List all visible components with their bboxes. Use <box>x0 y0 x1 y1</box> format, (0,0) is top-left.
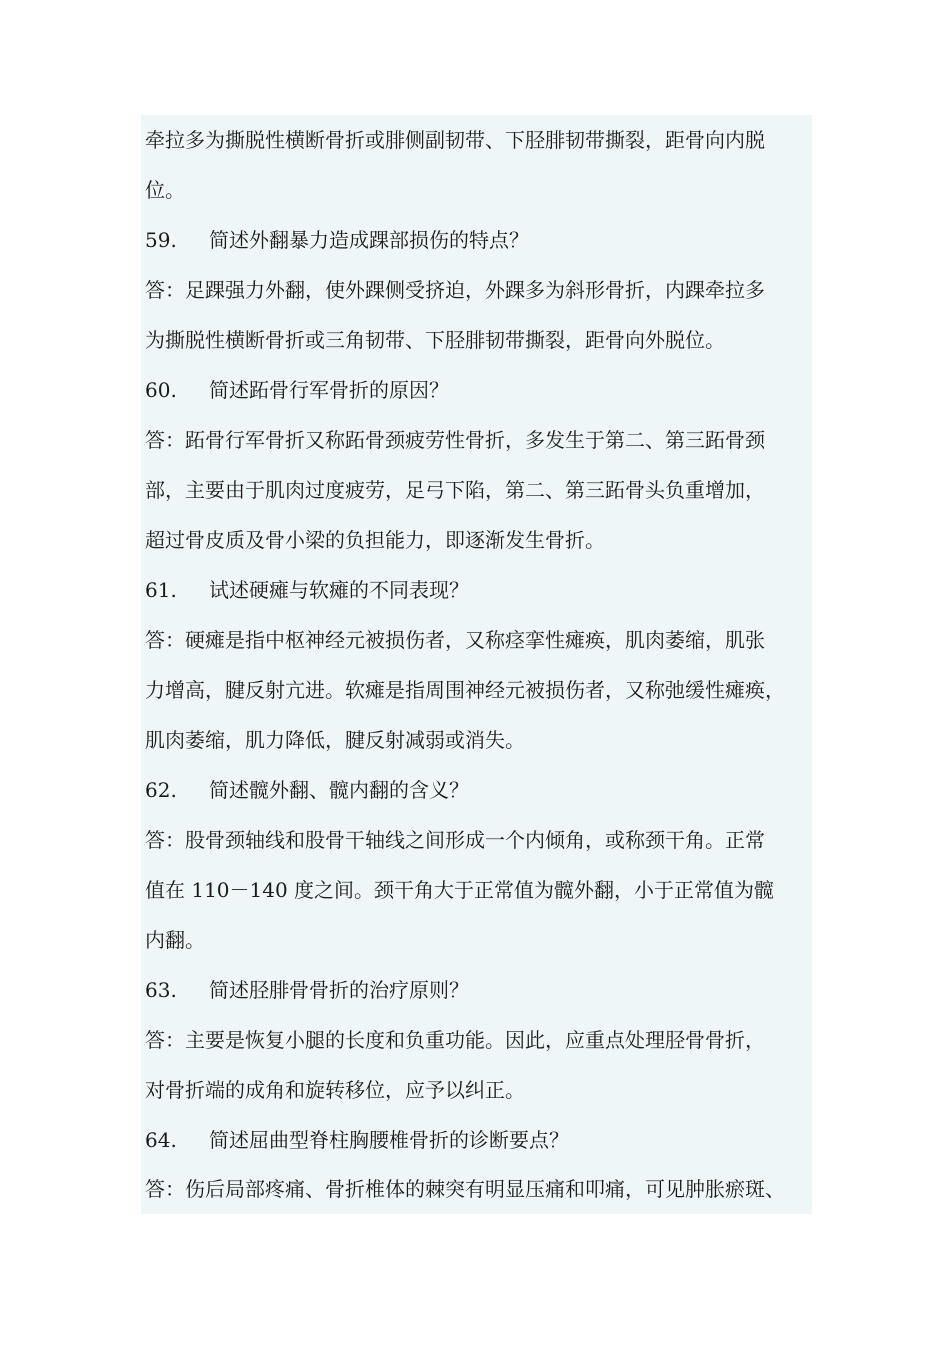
answer-line: 肌肉萎缩，肌力降低，腱反射减弱或消失。 <box>145 728 525 752</box>
answer-line: 答：跖骨行军骨折又称跖骨颈疲劳性骨折，多发生于第二、第三跖骨颈 <box>145 428 765 452</box>
document-text-block <box>141 115 812 1214</box>
answer-line: 内翻。 <box>145 928 205 952</box>
question-number: 62. <box>145 778 177 802</box>
question-number: 59. <box>145 228 177 252</box>
answer-line: 为撕脱性横断骨折或三角韧带、下胫腓韧带撕裂，距骨向外脱位。 <box>145 328 725 352</box>
question-heading <box>145 765 469 815</box>
answer-line: 部，主要由于肌肉过度疲劳，足弓下陷，第二、第三跖骨头负重增加， <box>145 478 765 502</box>
answer-line: 力增高，腱反射亢进。软瘫是指周围神经元被损伤者，又称弛缓性瘫痪， <box>145 678 785 702</box>
text-line: 牵拉多为撕脱性横断骨折或腓侧副韧带、下胫腓韧带撕裂，距骨向内脱 <box>145 128 765 152</box>
question-text: 简述屈曲型脊柱胸腰椎骨折的诊断要点？ <box>209 1128 569 1152</box>
question-text: 试述硬瘫与软瘫的不同表现？ <box>209 578 469 602</box>
question-text: 简述髋外翻、髋内翻的含义？ <box>209 778 469 802</box>
answer-line: 对骨折端的成角和旋转移位，应予以纠正。 <box>145 1078 525 1102</box>
answer-line: 超过骨皮质及骨小梁的负担能力，即逐渐发生骨折。 <box>145 528 605 552</box>
question-heading <box>145 215 529 265</box>
answer-line: 答：主要是恢复小腿的长度和负重功能。因此，应重点处理胫骨骨折， <box>145 1028 765 1052</box>
question-text: 简述外翻暴力造成踝部损伤的特点？ <box>209 228 529 252</box>
question-text: 简述跖骨行军骨折的原因？ <box>209 378 449 402</box>
answer-line: 答：足踝强力外翻，使外踝侧受挤迫，外踝多为斜形骨折，内踝牵拉多 <box>145 278 765 302</box>
question-number: 60. <box>145 378 177 402</box>
question-text: 简述胫腓骨骨折的治疗原则？ <box>209 978 469 1002</box>
question-number: 61. <box>145 578 177 602</box>
answer-line: 值在 110－140 度之间。颈干角大于正常值为髋外翻，小于正常值为髋 <box>145 878 775 902</box>
text-line: 位。 <box>145 178 185 202</box>
question-number: 64. <box>145 1128 177 1152</box>
question-heading <box>145 565 469 615</box>
answer-line: 答：硬瘫是指中枢神经元被损伤者，又称痉挛性瘫痪，肌肉萎缩，肌张 <box>145 628 765 652</box>
question-number: 63. <box>145 978 177 1002</box>
question-heading <box>145 365 449 415</box>
answer-line: 答：伤后局部疼痛、骨折椎体的棘突有明显压痛和叩痛，可见肿胀瘀斑、 <box>145 1177 785 1201</box>
question-heading <box>145 965 469 1015</box>
question-heading <box>145 1115 569 1165</box>
answer-line: 答：股骨颈轴线和股骨干轴线之间形成一个内倾角，或称颈干角。正常 <box>145 828 765 852</box>
